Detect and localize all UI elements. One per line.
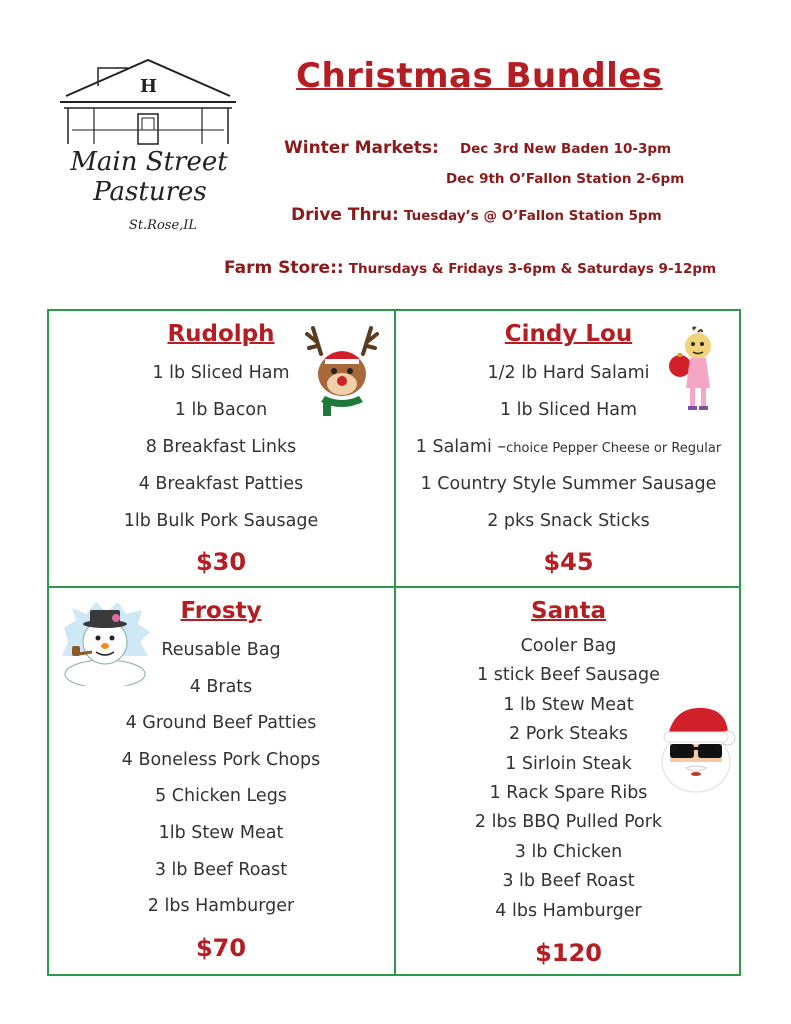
bundle-item: 4 Boneless Pork Chops xyxy=(121,749,321,770)
svg-text:H: H xyxy=(140,76,158,97)
bundle-item: 1 lb Bacon xyxy=(174,400,268,420)
bundle-name: Frosty xyxy=(180,598,262,624)
bundle-item: 4 lbs Hamburger xyxy=(495,900,642,921)
bundle-item: 1 Sirloin Steak xyxy=(505,753,632,774)
farm-store-colon: : xyxy=(336,258,344,278)
farm-logo xyxy=(58,58,238,248)
bundle-item: 3 lb Chicken xyxy=(514,841,623,862)
bundle-item: 3 lb Beef Roast xyxy=(154,859,288,880)
reindeer-icon xyxy=(303,324,381,418)
bundle-price: $120 xyxy=(535,938,602,967)
bundle-item: 1 lb Stew Meat xyxy=(503,694,634,715)
winter-market-2-row xyxy=(446,168,684,187)
bundle-item: 2 Pork Steaks xyxy=(509,724,628,745)
bundle-item: 4 Breakfast Patties xyxy=(138,474,304,494)
bundle-name: Cindy Lou xyxy=(504,321,633,347)
bundle-price: $30 xyxy=(195,548,247,576)
bundle-item: 1 lb Sliced Ham xyxy=(152,363,290,383)
bundle-item: 4 Ground Beef Patties xyxy=(125,713,317,734)
bundle-item: 3 lb Beef Roast xyxy=(502,871,635,892)
bundle-item: 1/2 lb Hard Salami xyxy=(487,363,650,383)
logo-location: St.Rose,IL xyxy=(128,218,198,233)
bundle-item: Cooler Bag xyxy=(520,636,617,656)
drive-thru-row xyxy=(291,205,662,225)
bundle-price: $70 xyxy=(195,933,247,962)
snowman-icon xyxy=(56,598,154,686)
logo-name-line1: Main Street xyxy=(70,147,228,177)
cindy-lou-icon xyxy=(668,326,718,412)
farm-store-label: Farm Store: xyxy=(224,258,337,278)
winter-market-1: Dec 3rd New Baden 10-3pm xyxy=(459,141,672,157)
bundle-item: 1 Country Style Summer Sausage xyxy=(420,474,717,494)
logo-name-line2: Pastures xyxy=(93,177,207,207)
winter-markets-row xyxy=(284,138,671,158)
bundle-item: 1 stick Beef Sausage xyxy=(477,665,660,686)
grid-divider-horizontal xyxy=(47,586,741,588)
drive-thru-value: Tuesday’s @ O’Fallon Station 5pm xyxy=(403,208,662,224)
bundle-item: 4 Brats xyxy=(189,676,253,697)
bundle-item: 1lb Stew Meat xyxy=(158,822,284,843)
bundle-name: Rudolph xyxy=(167,321,275,347)
farm-store-value: Thursdays & Fridays 3-6pm & Saturdays 9-12pm xyxy=(348,261,717,277)
bundle-item: 2 pks Snack Sticks xyxy=(487,511,650,531)
bundle-item: 1 lb Sliced Ham xyxy=(499,400,638,420)
winter-market-2: Dec 9th O’Fallon Station 2-6pm xyxy=(446,171,685,187)
bundle-item: 5 Chicken Legs xyxy=(155,786,287,807)
bundle-item: 2 lbs Hamburger xyxy=(147,896,295,917)
bundle-item xyxy=(396,429,741,466)
drive-thru-label: Drive Thru: xyxy=(291,205,399,225)
winter-markets-label: Winter Markets: xyxy=(284,138,439,158)
santa-icon xyxy=(654,702,738,794)
bundle-item: 8 Breakfast Links xyxy=(145,437,297,457)
item-text: 1 Salami – xyxy=(415,437,507,457)
bundle-item: Reusable Bag xyxy=(161,640,281,660)
page-title: Christmas Bundles xyxy=(296,56,663,96)
bundle-price: $45 xyxy=(543,548,594,576)
farm-store-row xyxy=(224,258,716,278)
item-note: choice Pepper Cheese or Regular xyxy=(506,441,722,456)
bundle-item: 1lb Bulk Pork Sausage xyxy=(123,511,319,531)
bundle-item: 2 lbs BBQ Pulled Pork xyxy=(474,812,663,833)
bundle-item: 1 Rack Spare Ribs xyxy=(489,782,648,803)
bundle-name: Santa xyxy=(531,598,606,624)
